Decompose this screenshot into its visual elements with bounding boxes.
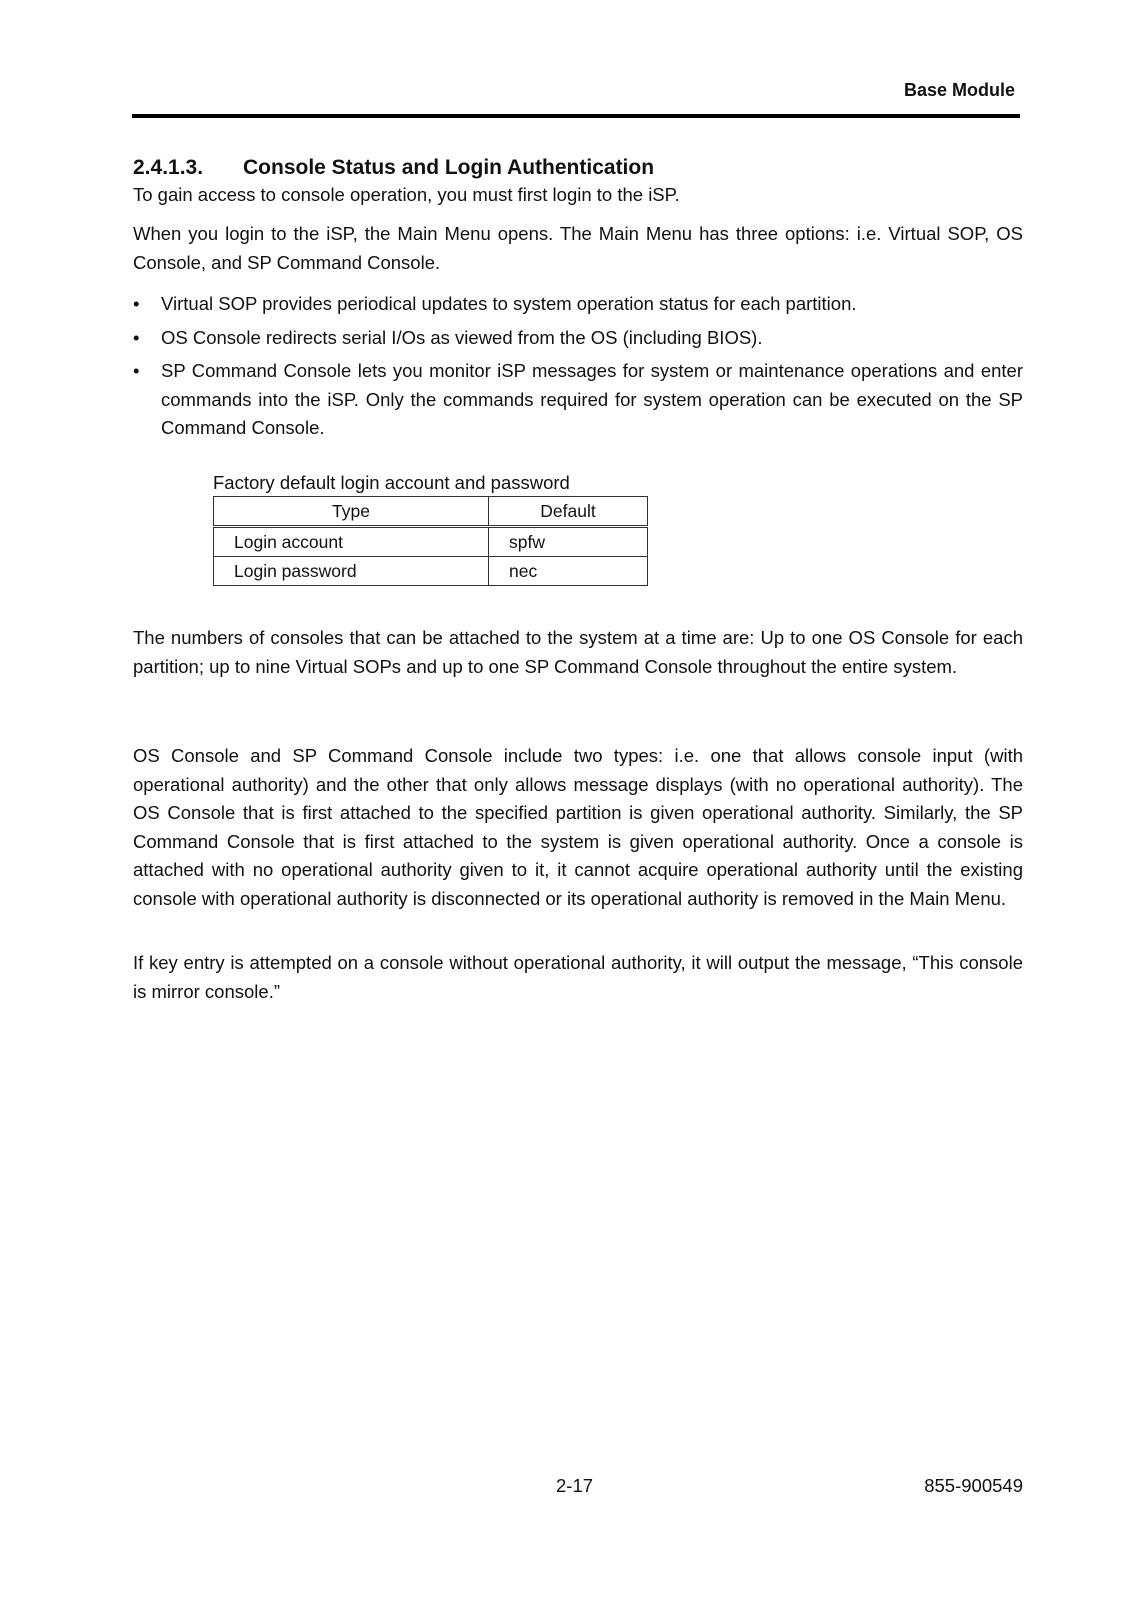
page-number: 2-17: [556, 1475, 594, 1496]
intro-paragraph: To gain access to console operation, you must first login to the iSP.: [133, 184, 680, 205]
console-numbers-paragraph: The numbers of consoles that can be attached to the system at a time are: Up to one OS Console for each partition; up to nine Virtual SOPs and up to one SP Command Console throughout the entire system.: [133, 627, 1023, 677]
console-types-paragraph: OS Console and SP Command Console include two types: i.e. one that allows console input (with operational authority) and the other that only allows message displays (with no operational authority). The OS Console that is first attached to the specified partition is given operational authority. Similarly, the SP Command Console that is first attached to the system is given operational authority. Once a console is attached with no operational authority given to it, it cannot acquire operational authority until the existing console with operational authority is disconnected or its operational authority is removed in the Main Menu.: [133, 745, 1023, 909]
table-cell: nec: [489, 557, 648, 586]
list-item-text: OS Console redirects serial I/Os as viewed from the OS (including BIOS).: [161, 326, 763, 348]
table-row: [214, 557, 648, 586]
section-title: Console Status and Login Authentication: [243, 156, 655, 179]
running-header: Base Module: [903, 80, 1015, 100]
table-cell: Login password: [214, 557, 489, 586]
bullet-icon: •: [133, 326, 140, 348]
main-menu-paragraph: When you login to the iSP, the Main Menu opens. The Main Menu has three options: i.e. Virtual SOP, OS Console, and SP Command Console.: [133, 223, 1023, 273]
list-item: [133, 357, 1023, 443]
list-item: [133, 290, 1023, 319]
bullet-icon: •: [133, 293, 140, 314]
table-row: [214, 527, 648, 557]
document-number: 855-900549: [924, 1475, 1023, 1496]
table-cell: Login account: [214, 527, 489, 557]
table-header-row: [214, 497, 648, 527]
table-cell: spfw: [489, 527, 648, 557]
list-item-text: SP Command Console lets you monitor iSP messages for system or maintenance operations and enter commands into the iSP. Only the commands required for system operation can be executed on the SP Command Console.: [161, 360, 1023, 438]
mirror-console-paragraph: If key entry is attempted on a console without operational authority, it will output the message, “This console is mirror console.”: [133, 952, 1023, 1002]
list-item: [133, 324, 1023, 353]
header-rule: [132, 114, 1020, 118]
bullet-icon: •: [133, 360, 140, 381]
default-login-table: [213, 496, 648, 586]
section-heading: [133, 156, 654, 180]
section-number: 2.4.1.3.: [133, 156, 204, 179]
column-header-type: Type: [214, 497, 489, 527]
table-caption: Factory default login account and password: [213, 472, 570, 493]
console-options-list: [133, 290, 1023, 448]
list-item-text: Virtual SOP provides periodical updates to system operation status for each partition.: [161, 293, 857, 314]
column-header-default: Default: [489, 497, 648, 527]
